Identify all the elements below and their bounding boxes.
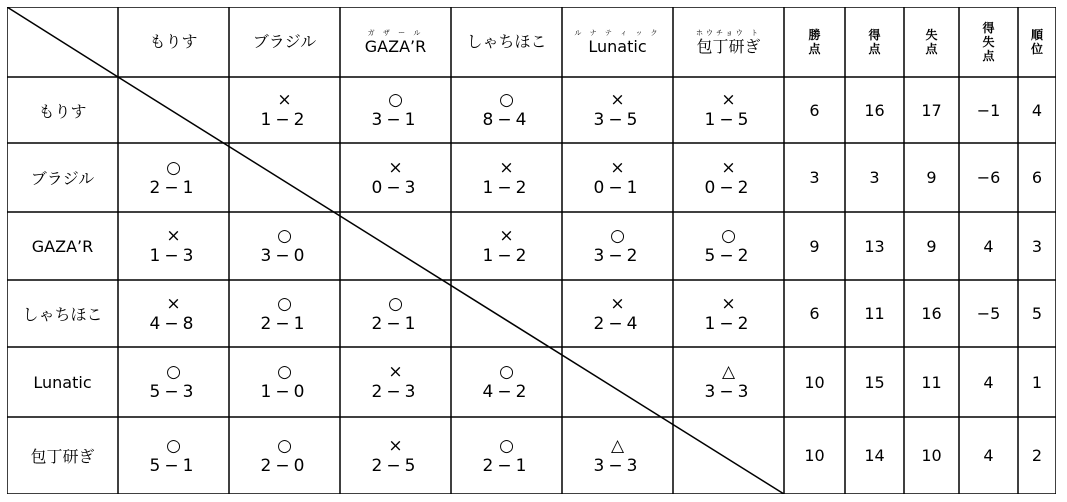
stat-value: −1: [976, 100, 1001, 120]
stat-cell: [959, 143, 1018, 212]
row-header-team: [7, 143, 118, 212]
result-score: 3−3: [593, 455, 642, 476]
result-mark: ○: [166, 362, 181, 382]
stat-cell: [1018, 143, 1056, 212]
result-score: 1−2: [260, 110, 309, 130]
match-result-cell: [340, 77, 451, 143]
column-header-stat: [845, 7, 904, 77]
stat-cell: [784, 77, 845, 143]
stat-value: 3: [869, 168, 880, 187]
stat-cell: [904, 417, 959, 494]
match-result-cell: [340, 143, 451, 212]
stat-value: 10: [921, 446, 942, 465]
result-mark: ○: [277, 293, 292, 314]
result-mark: ×: [721, 157, 736, 178]
self-match-cell: [340, 212, 451, 280]
result-mark: △: [610, 435, 625, 456]
stat-cell: [904, 347, 959, 417]
match-result-cell: [562, 417, 673, 494]
match-result-cell: [673, 77, 784, 143]
result-score: 0−1: [593, 177, 642, 198]
stat-cell: [1018, 77, 1056, 143]
match-result-cell: [118, 417, 229, 494]
result-score: 0−2: [704, 177, 753, 198]
stat-value: 6: [809, 304, 820, 323]
result-mark: ×: [721, 90, 736, 110]
stat-header-char: 勝: [808, 28, 821, 42]
result-score: 3−0: [260, 246, 309, 266]
match-result-cell: [562, 212, 673, 280]
match-result-cell: [340, 347, 451, 417]
stat-value: 3: [809, 168, 820, 187]
row-header-team: [7, 347, 118, 417]
team-name: ブラジル: [30, 169, 95, 188]
self-match-cell: [673, 417, 784, 494]
stat-value: 11: [921, 372, 942, 392]
stat-cell: [784, 280, 845, 347]
result-score: 2−4: [593, 313, 642, 334]
stat-value: −6: [976, 168, 1001, 187]
match-result-cell: [451, 417, 562, 494]
result-mark: ○: [721, 226, 736, 246]
stat-cell: [784, 143, 845, 212]
result-mark: ○: [277, 226, 292, 246]
result-score: 1−0: [260, 382, 309, 402]
result-mark: ×: [721, 293, 736, 314]
stat-value: 9: [809, 236, 820, 256]
result-mark: ×: [166, 293, 181, 314]
result-score: 2−1: [371, 313, 420, 334]
result-score: 3−1: [371, 110, 420, 130]
result-score: 3−2: [593, 246, 642, 266]
match-result-cell: [451, 77, 562, 143]
result-score: 3−5: [593, 110, 642, 130]
stat-header-char: 失: [925, 28, 938, 42]
result-score: 2−1: [149, 177, 198, 198]
stat-value: 9: [926, 168, 937, 187]
result-mark: ×: [610, 157, 625, 178]
match-result-cell: [118, 212, 229, 280]
match-result-cell: [451, 143, 562, 212]
stat-cell: [959, 280, 1018, 347]
stat-header-char: 位: [1030, 42, 1043, 56]
self-match-cell: [562, 347, 673, 417]
match-result-cell: [118, 280, 229, 347]
result-mark: ○: [499, 90, 514, 110]
team-name: GAZA’R: [364, 36, 427, 56]
match-result-cell: [673, 347, 784, 417]
match-result-cell: [451, 212, 562, 280]
result-score: 2−0: [260, 455, 309, 476]
column-header-team: [673, 7, 784, 77]
result-score: 5−1: [149, 455, 198, 476]
stat-value: 6: [1031, 168, 1043, 187]
row-header-team: [7, 212, 118, 280]
result-score: 5−3: [149, 382, 198, 402]
result-score: 3−3: [704, 382, 753, 402]
stat-value: 14: [864, 446, 885, 465]
stat-value: 11: [864, 304, 885, 323]
result-mark: ×: [277, 90, 292, 110]
result-mark: ○: [277, 435, 292, 456]
result-score: 4−2: [482, 382, 531, 402]
result-score: 1−2: [704, 313, 753, 334]
stat-cell: [904, 212, 959, 280]
stat-value: 15: [864, 372, 885, 392]
stat-cell: [845, 143, 904, 212]
stat-value: −5: [976, 304, 1001, 323]
team-name-ruby: ホウチョウ ト: [695, 28, 761, 37]
match-result-cell: [229, 280, 340, 347]
result-score: 2−1: [260, 313, 309, 334]
stat-header-char: 順: [1030, 28, 1043, 42]
stat-header-char: 点: [808, 42, 821, 56]
result-mark: ○: [166, 435, 181, 456]
column-header-team: [340, 7, 451, 77]
stat-cell: [959, 347, 1018, 417]
stat-value: 16: [864, 100, 885, 120]
result-score: 8−4: [482, 110, 531, 130]
result-score: 0−3: [371, 177, 420, 198]
stat-cell: [1018, 347, 1056, 417]
stat-cell: [845, 347, 904, 417]
stat-cell: [959, 77, 1018, 143]
stat-cell: [784, 212, 845, 280]
stat-header-char: 得: [868, 28, 881, 42]
result-mark: △: [721, 362, 736, 382]
match-result-cell: [229, 212, 340, 280]
stat-value: 9: [926, 236, 937, 256]
result-score: 2−1: [482, 455, 531, 476]
stat-value: 17: [921, 100, 942, 120]
result-mark: ×: [610, 293, 625, 314]
stat-cell: [784, 347, 845, 417]
self-match-cell: [229, 143, 340, 212]
self-match-cell: [118, 77, 229, 143]
match-result-cell: [229, 417, 340, 494]
result-score: 2−3: [371, 382, 420, 402]
league-standings-table: [7, 7, 1056, 494]
stat-cell: [1018, 280, 1056, 347]
match-result-cell: [340, 280, 451, 347]
match-result-cell: [229, 347, 340, 417]
result-mark: ○: [277, 362, 292, 382]
stat-header-char: 点: [868, 42, 881, 56]
column-header-stat: [959, 7, 1018, 77]
stat-cell: [845, 212, 904, 280]
team-name: GAZA’R: [31, 236, 94, 256]
team-name: 包丁研ぎ: [696, 36, 761, 56]
stat-cell: [904, 280, 959, 347]
result-mark: ×: [166, 226, 181, 246]
result-score: 2−5: [371, 455, 420, 476]
stat-value: 3: [1031, 236, 1043, 256]
team-name: しゃちほこ: [466, 32, 547, 51]
stat-cell: [904, 77, 959, 143]
stat-value: 13: [864, 236, 885, 256]
stat-value: 10: [804, 446, 825, 465]
result-mark: ○: [499, 435, 514, 456]
stat-header-char: 得: [982, 21, 995, 35]
row-header-team: [7, 417, 118, 494]
column-header-team: [229, 7, 340, 77]
column-header-team: [118, 7, 229, 77]
row-header-team: [7, 280, 118, 347]
result-score: 4−8: [149, 313, 198, 334]
match-result-cell: [118, 143, 229, 212]
match-result-cell: [340, 417, 451, 494]
stat-header-char: 点: [925, 42, 938, 56]
match-result-cell: [451, 347, 562, 417]
self-match-cell: [451, 280, 562, 347]
result-mark: ○: [388, 90, 403, 110]
stat-value: 4: [983, 236, 994, 256]
stat-value: 6: [809, 100, 820, 120]
result-mark: ×: [499, 157, 514, 178]
result-mark: ×: [388, 435, 403, 456]
match-result-cell: [673, 280, 784, 347]
result-score: 5−2: [704, 246, 753, 266]
stat-cell: [959, 417, 1018, 494]
stat-cell: [959, 212, 1018, 280]
result-mark: ○: [166, 157, 181, 178]
team-name: しゃちほこ: [22, 305, 103, 324]
team-name: 包丁研ぎ: [30, 447, 95, 466]
row-header-team: [7, 77, 118, 143]
match-result-cell: [673, 212, 784, 280]
stat-value: 2: [1031, 446, 1043, 465]
result-score: 1−2: [482, 246, 531, 266]
match-result-cell: [229, 77, 340, 143]
stat-value: 16: [921, 304, 942, 323]
stat-cell: [845, 417, 904, 494]
result-score: 1−5: [704, 110, 753, 130]
stat-value: 4: [983, 372, 994, 392]
match-result-cell: [673, 143, 784, 212]
result-score: 1−3: [149, 246, 198, 266]
column-header-team: [451, 7, 562, 77]
result-mark: ×: [388, 157, 403, 178]
result-mark: ×: [388, 362, 403, 382]
column-header-stat: [1018, 7, 1056, 77]
stat-cell: [1018, 417, 1056, 494]
team-name: ブラジル: [252, 32, 317, 51]
match-result-cell: [562, 143, 673, 212]
stat-value: 10: [804, 372, 825, 392]
stat-cell: [845, 280, 904, 347]
team-name: Lunatic: [33, 372, 92, 392]
match-result-cell: [562, 77, 673, 143]
stat-value: 4: [1031, 100, 1043, 120]
team-name: Lunatic: [588, 36, 647, 56]
stat-cell: [845, 77, 904, 143]
result-mark: ×: [610, 90, 625, 110]
result-mark: ○: [388, 293, 403, 314]
team-name-ruby: ル ナ テ ィ ッ ク: [574, 28, 661, 37]
column-header-stat: [904, 7, 959, 77]
stat-value: 4: [983, 446, 994, 465]
stat-cell: [784, 417, 845, 494]
stat-cell: [904, 143, 959, 212]
team-name-ruby: ガ ザ ー ル: [367, 28, 424, 37]
result-mark: ○: [499, 362, 514, 382]
match-result-cell: [562, 280, 673, 347]
column-header-stat: [784, 7, 845, 77]
stat-header-char: 点: [982, 49, 995, 63]
result-score: 1−2: [482, 177, 531, 198]
stat-cell: [1018, 212, 1056, 280]
team-name: もりす: [38, 101, 87, 121]
column-header-team: [562, 7, 673, 77]
team-name: もりす: [149, 32, 198, 51]
match-result-cell: [118, 347, 229, 417]
result-mark: ×: [499, 226, 514, 246]
result-mark: ○: [610, 226, 625, 246]
stat-value: 5: [1031, 304, 1043, 323]
stat-value: 1: [1031, 372, 1043, 392]
stat-header-char: 失: [982, 35, 995, 49]
